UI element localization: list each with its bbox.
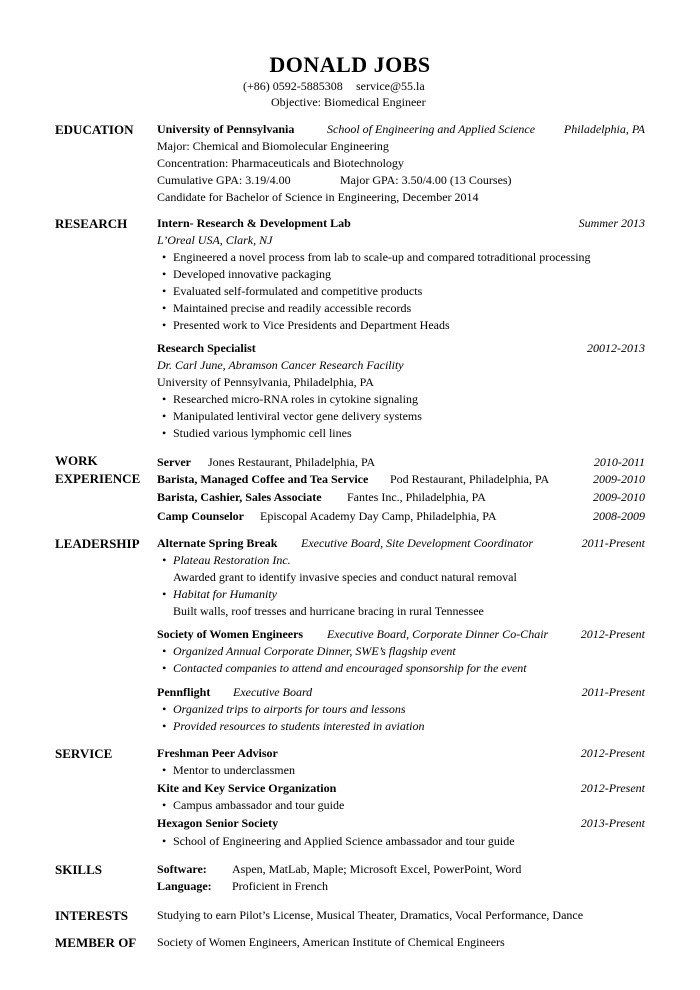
email: service@55.la [356,79,425,93]
work-date: 2010-2011 [593,455,645,469]
work-title: Barista, Cashier, Sales Associate [157,490,322,504]
list-item: • Contacted companies to attend and encouraged sponsorship for the event [162,661,527,676]
education-concentration: Concentration: Pharmaceuticals and Biotechnology [157,156,404,170]
education-gpa: Cumulative GPA: 3.19/4.00 [157,173,291,187]
list-item: • Maintained precise and readily accessible records [162,301,411,316]
work-place: Episcopal Academy Day Camp, Philadelphia, PA [260,509,497,523]
list-item: • Studied various lymphomic cell lines [162,426,352,441]
leadership-role: Executive Board [233,685,313,699]
education-major: Major: Chemical and Biomolecular Engineering [157,139,389,153]
research-title: Research Specialist [157,341,256,355]
work-place: Fantes Inc., Philadelphia, PA [347,490,486,504]
service-date: 2013-Present [580,816,645,830]
section-skills: SKILLS [55,862,102,877]
list-item: • Researched micro-RNA roles in cytokine signaling [162,392,418,407]
skills-software: Aspen, MatLab, Maple; Microsoft Excel, PowerPoint, Word [232,862,522,876]
research-org: Dr. Carl June, Abramson Cancer Research Facility [157,358,404,372]
skills-language: Proficient in French [232,879,328,893]
section-research: RESEARCH [55,216,128,231]
section-experience: EXPERIENCE [55,471,141,486]
education-college: School of Engineering and Applied Science [327,122,536,136]
section-leadership: LEADERSHIP [55,536,140,551]
service-date: 2012-Present [580,781,645,795]
objective: Objective: Biomedical Engineer [271,95,426,109]
skills-software-label: Software: [157,862,207,876]
list-item-detail: Built walls, roof tresses and hurricane bracing in rural Tennessee [173,604,484,618]
service-title: Hexagon Senior Society [157,816,279,830]
list-item: • Plateau Restoration Inc. [162,553,291,568]
section-member-of: MEMBER OF [55,935,137,950]
section-education: EDUCATION [55,122,134,137]
work-title: Camp Counselor [157,509,245,523]
resume-name: DONALD JOBS [269,52,431,77]
leadership-title: Pennflight [157,685,211,699]
work-title: Server [157,455,191,469]
work-date: 2008-2009 [593,509,645,523]
list-item: • School of Engineering and Applied Science ambassador and tour guide [162,834,515,849]
service-date: 2012-Present [580,746,645,760]
list-item: • Mentor to underclassmen [162,763,295,778]
leadership-role: Executive Board, Site Development Coordinator [301,536,534,550]
leadership-date: 2011-Present [581,685,645,699]
leadership-role: Executive Board, Corporate Dinner Co-Chair [327,627,549,641]
work-title: Barista, Managed Coffee and Tea Service [157,472,369,486]
leadership-title: Alternate Spring Break [157,536,278,550]
service-title: Freshman Peer Advisor [157,746,278,760]
research-date: Summer 2013 [578,216,645,230]
section-interests: INTERESTS [55,908,128,923]
list-item: • Manipulated lentiviral vector gene delivery systems [162,409,422,424]
interests-text: Studying to earn Pilot’s License, Musical Theater, Dramatics, Vocal Performance, Dance [157,908,584,922]
education-location: Philadelphia, PA [563,122,645,136]
list-item-detail: Awarded grant to identify invasive species and conduct natural removal [173,570,517,584]
education-school: University of Pennsylvania [157,122,295,136]
skills-language-label: Language: [157,879,212,893]
section-service: SERVICE [55,746,113,761]
leadership-title: Society of Women Engineers [157,627,304,641]
service-title: Kite and Key Service Organization [157,781,337,795]
research-title: Intern- Research & Development Lab [157,216,351,230]
member-of-text: Society of Women Engineers, American Institute of Chemical Engineers [157,935,505,949]
leadership-date: 2012-Present [580,627,645,641]
list-item: • Evaluated self-formulated and competitive products [162,284,422,299]
research-org: L’Oreal USA, Clark, NJ [157,233,273,247]
list-item: • Presented work to Vice Presidents and Department Heads [162,318,450,333]
list-item: • Habitat for Humanity [162,587,277,602]
work-date: 2009-2010 [593,490,645,504]
list-item: • Developed innovative packaging [162,267,331,282]
work-date: 2009-2010 [593,472,645,486]
list-item: • Campus ambassador and tour guide [162,798,344,813]
work-place: Pod Restaurant, Philadelphia, PA [390,472,550,486]
research-date: 20012-2013 [587,341,645,355]
leadership-date: 2011-Present [581,536,645,550]
list-item: • Organized Annual Corporate Dinner, SWE’s flagship event [162,644,456,659]
education-candidate: Candidate for Bachelor of Science in Engineering, December 2014 [157,190,479,204]
work-place: Jones Restaurant, Philadelphia, PA [208,455,376,469]
list-item: • Organized trips to airports for tours and lessons [162,702,406,717]
education-major-gpa: Major GPA: 3.50/4.00 (13 Courses) [340,173,512,187]
research-org-location: University of Pennsylvania, Philadelphia, PA [157,375,374,389]
phone: (+86) 0592-5885308 [243,79,343,93]
section-work: WORK [55,453,98,468]
list-item: • Provided resources to students interested in aviation [162,719,425,734]
list-item: • Engineered a novel process from lab to scale-up and compared totraditional processing [162,250,591,265]
